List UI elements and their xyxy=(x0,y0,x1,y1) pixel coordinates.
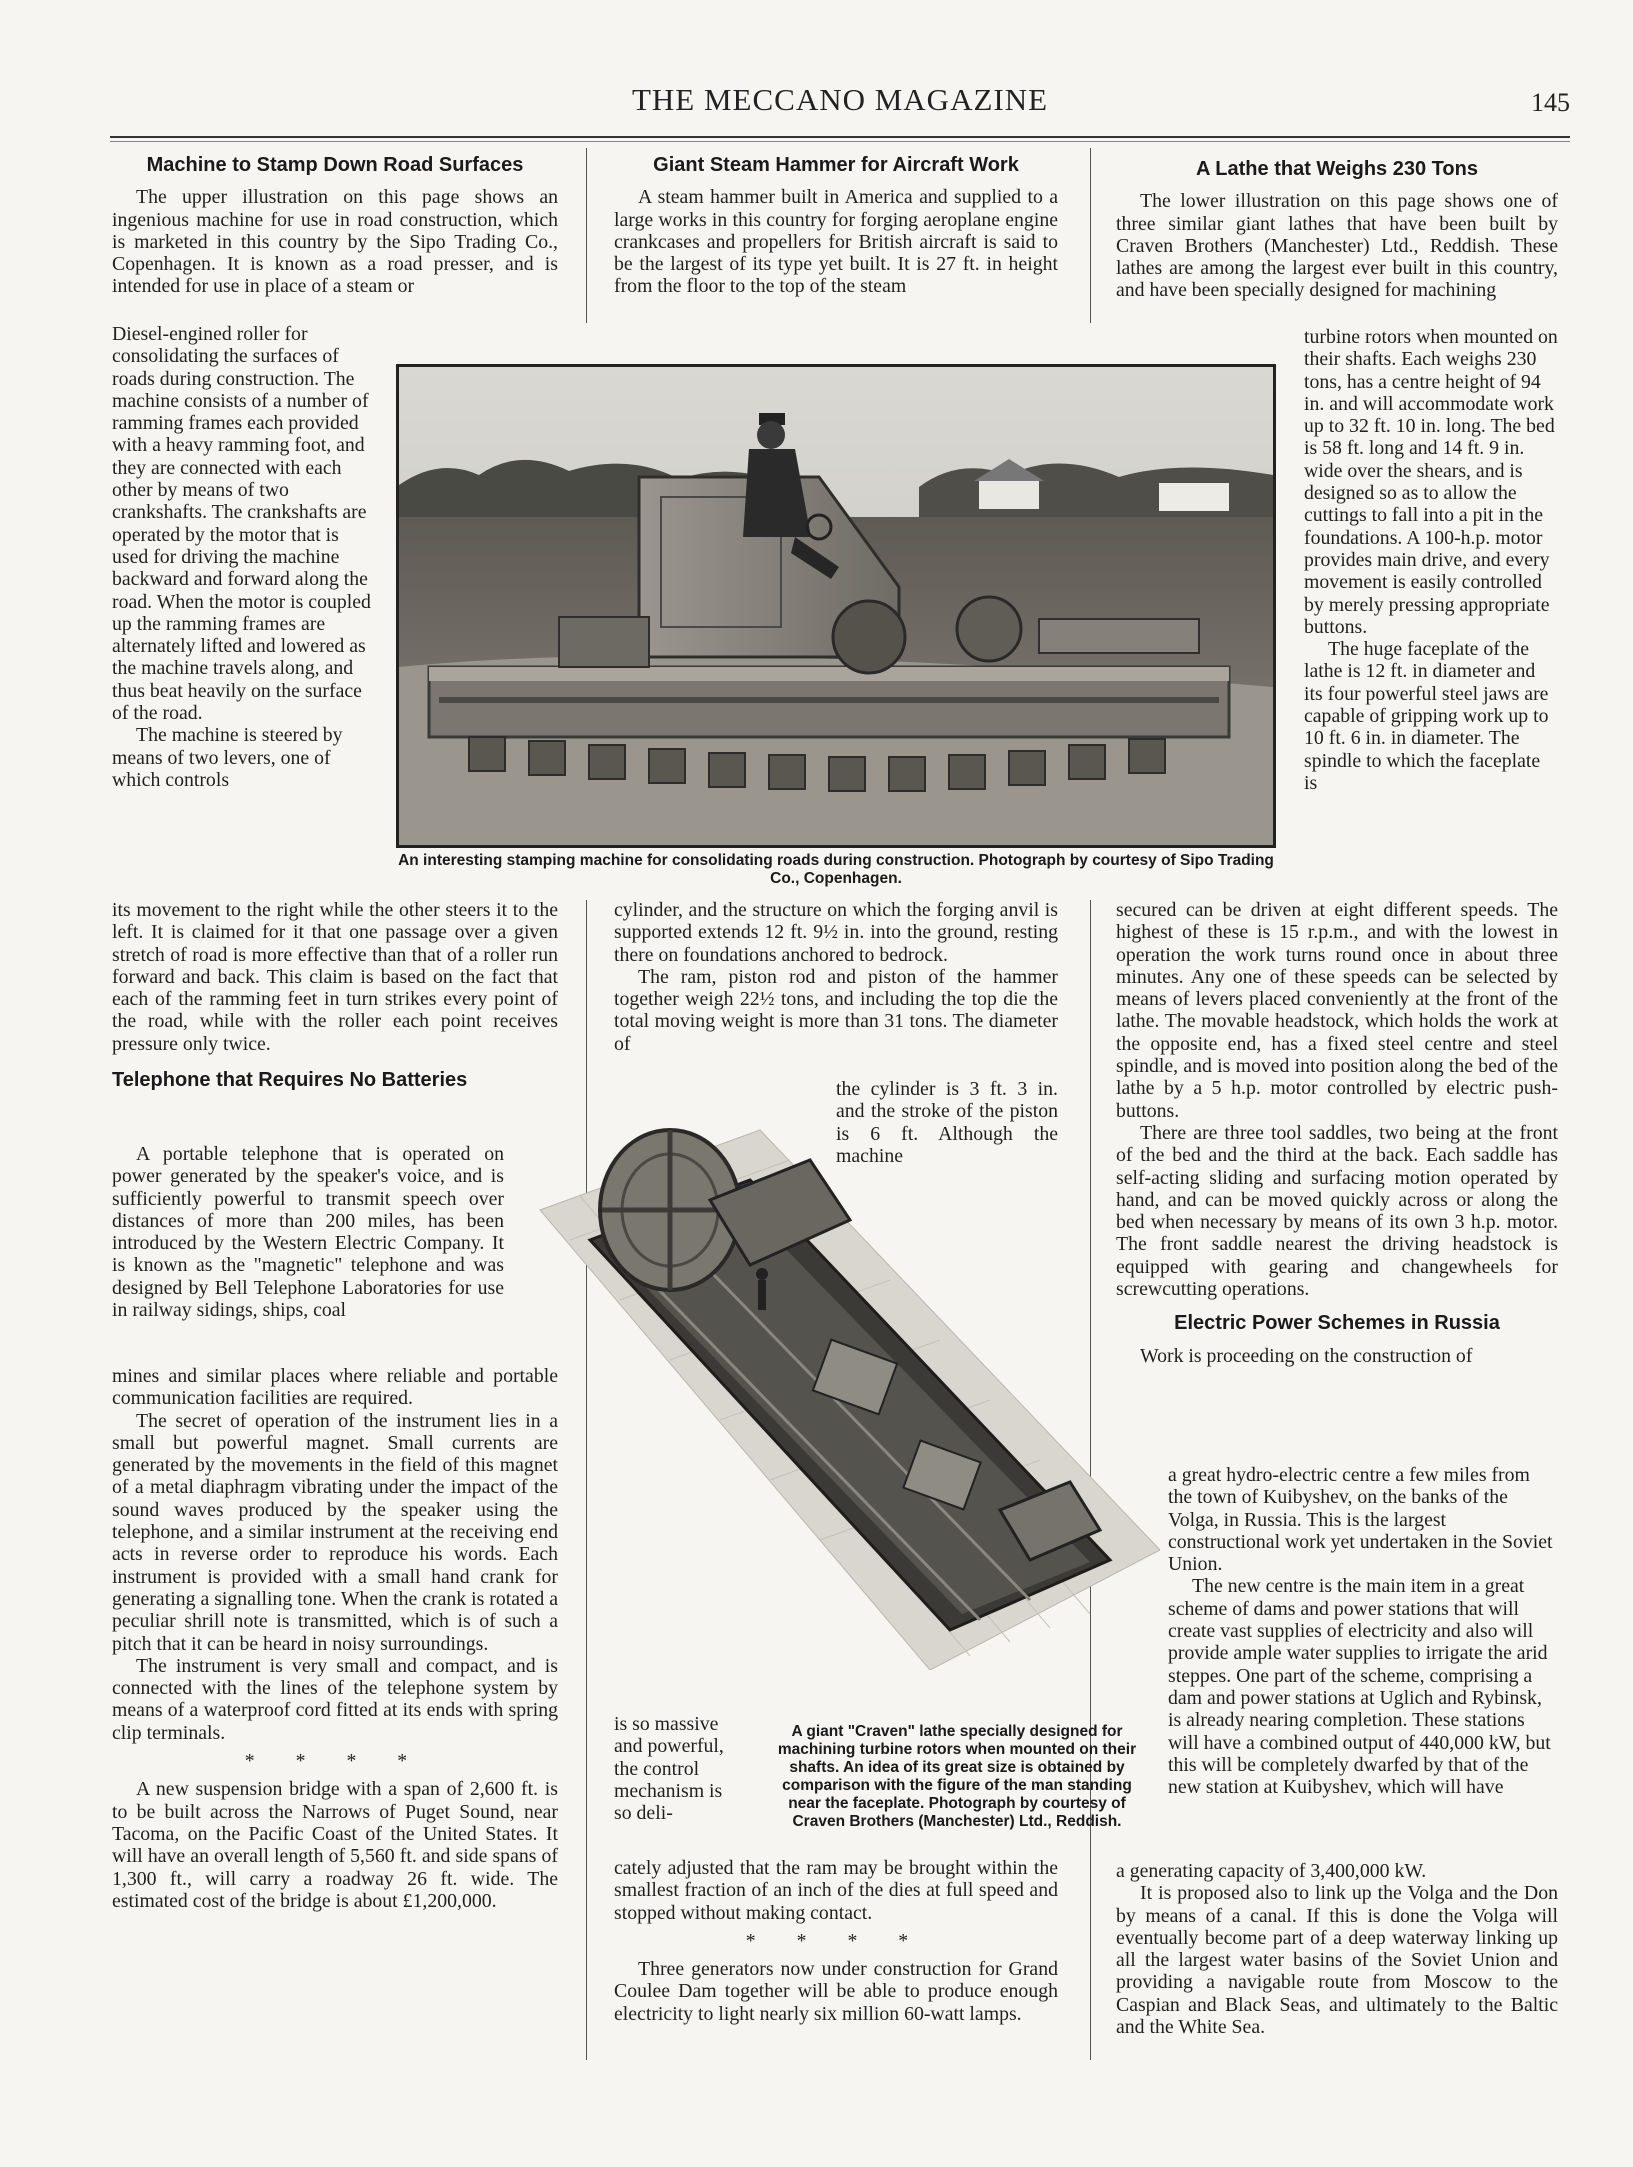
paragraph: The huge faceplate of the lathe is 12 ft. in diameter and its four powerful steel jaws are capable of gripping work up to 10 ft. 6 in. in diameter. The spindle to which the faceplate is xyxy=(1304,638,1549,794)
paragraph: the cylinder is 3 ft. 3 in. and the stroke of the piston is 6 ft. Although the machine xyxy=(836,1078,1058,1167)
paragraph: The new centre is the main item in a great scheme of dams and power stations that will create vast supplies of electricity and also will provide ample water supplies to irrigate the arid steppes. One part of the scheme, comprising a dam and power stations at Uglich and Rybinsk, is already nearing completion. These stations will have a combined output of 440,000 kW, but this will be completely dwarfed by that of the new station at Kuibyshev, which will have xyxy=(1168,1575,1551,1799)
paragraph: It is proposed also to link up the Volga and the Don by means of a canal. If this is done the Volga will eventually become part of a deep waterway linking up all the largest water basins of the Soviet Union and providing a navigable route from Moscow to the Caspian and Black Seas, and ultimately to the Baltic and the White Sea. xyxy=(1116,1882,1558,2039)
header-rule xyxy=(110,136,1570,138)
paragraph: Three generators now under construction for Grand Coulee Dam together will be able to produce enough electricity to light nearly six million 60-watt lamps. xyxy=(614,1958,1058,2025)
paragraph: Diesel-engined roller for consolidating the surfaces of roads during construction. The machine consists of a number of ramming frames each provided with a heavy ramming foot, and they are connected with each other by means of two crankshafts. The crankshafts are operated by the motor that is used for driving the machine backward and forward along the road. When the motor is coupled up the ramming frames are alternately lifted and lowered as the machine travels along, and thus beat heavily on the surface of the road. xyxy=(112,323,371,725)
paragraph: The instrument is very small and compact, and is connected with the lines of the telephone system by means of a waterproof cord fitted at its ends with spring clip terminals. xyxy=(112,1654,558,1744)
article-heading-russia: Electric Power Schemes in Russia xyxy=(1174,1312,1500,1335)
column-1-top xyxy=(112,154,558,298)
column-1-narrow xyxy=(112,323,372,791)
article-heading-steam-hammer: Giant Steam Hammer for Aircraft Work xyxy=(653,154,1019,176)
paragraph: a great hydro-electric centre a few miles from the town of Kuibyshev, on the banks of the Volga, in Russia. This is the largest constructional work yet undertaken in the Soviet Union. xyxy=(1168,1464,1553,1576)
lathe-photo xyxy=(530,1090,1160,1670)
paragraph: The lower illustration on this page shows one of three similar giant lathes that have been built by Craven Brothers (Manchester) Ltd., Reddish. These lathes are among the largest ever built in this country, and have been specially designed for machining xyxy=(1116,190,1558,302)
paragraph: a generating capacity of 3,400,000 kW. xyxy=(1116,1860,1427,1882)
section-separator: * * * * xyxy=(745,1929,927,1952)
magazine-title: THE MECCANO MAGAZINE xyxy=(631,82,1049,117)
column-2-middle xyxy=(614,899,1058,1055)
paragraph: The secret of operation of the instrument lies in a small but powerful magnet. Small currents are generated by the movements in the field of this magnet of a metal diaphragm vibrating under the impact of the sound waves produced by the speaker using the telephone, and a similar instrument at the receiving end acts in reverse order to reproduce his words. Each instrument is provided with a small hand crank for generating a signalling tone. When the crank is rotated a peculiar shrill note is transmitted, which is of such a pitch that it can be heard in noisy surroundings. xyxy=(112,1409,558,1655)
paragraph: mines and similar places where reliable and portable communication facilities are required. xyxy=(112,1365,558,1410)
column-divider-2 xyxy=(1090,148,1091,323)
article-heading-lathe: A Lathe that Weighs 230 Tons xyxy=(1196,158,1478,180)
paragraph: Work is proceeding on the construction of xyxy=(1140,1344,1473,1367)
section-separator: * * * * xyxy=(244,1750,426,1773)
column-2-bottom xyxy=(614,1857,1058,2025)
paragraph: A new suspension bridge with a span of 2,600 ft. is to be built across the Narrows of Puget Sound, near Tacoma, on the Pacific Coast of the United States. It will have an overall length of 5,560 ft. and side spans of 1,300 ft., will carry a roadway 26 ft. wide. The estimated cost of the bridge is about £1,200,000. xyxy=(112,1778,558,1912)
column-2-top xyxy=(614,154,1058,298)
paragraph: turbine rotors when mounted on their shafts. Each weighs 230 tons, has a centre height of 94 in. and will accommodate work up to 32 ft. 10 in. long. The bed is 58 ft. long and 14 ft. 9 in. wide over the shears, and is designed so as to allow the cuttings to fall into a pit in the foundations. A 100-h.p. motor provides main drive, and every movement is easily controlled by merely pressing appropriate buttons. xyxy=(1304,326,1558,638)
column-3-narrow xyxy=(1304,326,1558,794)
paragraph: is so massive and powerful, the control mechanism is so deli- xyxy=(614,1713,724,1825)
lathe-caption: A giant "Craven" lathe specially designed for machining turbine rotors when mounted on their shafts. An idea of its great size is obtained by comparison with the figure of the man standing near the faceplate. Photograph by courtesy of Craven Brothers (Manchester) Ltd., Reddish. xyxy=(777,1723,1137,1830)
paragraph: A steam hammer built in America and supplied to a large works in this country for forging aeroplane engine crankcases and propellers for British aircraft is said to be the largest of its type yet built. It is 27 ft. in height from the floor to the top of the steam xyxy=(614,186,1058,298)
column-1-lower xyxy=(112,899,558,1105)
article-heading-road-machine: Machine to Stamp Down Road Surfaces xyxy=(146,154,524,176)
column-3-lower xyxy=(1116,899,1558,1367)
paragraph: cately adjusted that the ram may be brought within the smallest fraction of an inch of the dies at full speed and stopped without making contact. xyxy=(614,1857,1058,1924)
road-machine-caption: An interesting stamping machine for consolidating roads during construction. Photograph by courtesy of Sipo Trading Co., Copenhagen. xyxy=(398,852,1274,887)
paragraph: secured can be driven at eight different speeds. The highest of these is 15 r.p.m., and with the lowest in operation the work turns round once in about three minutes. Any one of these speeds can be selected by means of levers placed conveniently at the front of the lathe. The movable headstock, which holds the work at the opposite end, has a fixed steel centre and steel spindle, and is moved into position along the bed of the lathe by a 5 h.p. motor controlled by electric push-buttons. xyxy=(1116,899,1558,1122)
column-1-telephone xyxy=(112,1365,558,1912)
article-heading-telephone: Telephone that Requires No Batteries xyxy=(112,1069,468,1092)
paragraph: The upper illustration on this page shows an ingenious machine for use in road construction, which is marketed in this country by the Sipo Trading Co., Copenhagen. It is known as a road presser, and is intended for use in place of a steam or xyxy=(112,186,558,298)
paragraph: There are three tool saddles, two being at the front of the bed and the third at the back. Each saddle has self-acting sliding and surfacing motion operated by hand, and can be moved quickly across or along the bed when necessary by means of its own 3 h.p. motor. The front saddle nearest the driving headstock is equipped with gearing and changewheels for screwcutting operations. xyxy=(1116,1121,1558,1301)
masthead xyxy=(110,82,1570,126)
column-1-telephone-narrow xyxy=(112,1143,504,1321)
paragraph: its movement to the right while the other steers it to the left. It is claimed for it that one passage over a given stretch of road is more effective than that of a roller run forward and back. This claim is based on the fact that each of the ramming feet in turn strikes every point of the road, while with the roller each point receives pressure only twice. xyxy=(112,899,558,1055)
column-3-top xyxy=(1116,154,1558,302)
page-number: 145 xyxy=(1531,88,1570,117)
paragraph: A portable telephone that is operated on power generated by the speaker's voice, and is sufficiently powerful to transmit speech over distances of more than 200 miles, has been introduced by the Western Electric Company. It is known as the "magnetic" telephone and was designed by Bell Telephone Laboratories for use in railway sidings, ships, coal xyxy=(112,1143,504,1322)
header-rule-thin xyxy=(110,141,1570,142)
column-3-russia-narrow xyxy=(1168,1464,1558,1798)
column-3-bottom xyxy=(1116,1860,1558,2038)
paragraph: The machine is steered by means of two levers, one of which controls xyxy=(112,724,343,791)
paragraph: The ram, piston rod and piston of the hammer together weigh 22½ tons, and including the top die the total moving weight is more than 31 tons. The diameter of xyxy=(614,965,1058,1055)
paragraph: cylinder, and the structure on which the forging anvil is supported extends 12 ft. 9½ in. into the ground, resting there on foundations anchored to bedrock. xyxy=(614,899,1058,966)
road-machine-photo xyxy=(396,364,1276,848)
column-2-left-narrow xyxy=(614,1713,736,1824)
column-divider-1 xyxy=(586,148,587,323)
